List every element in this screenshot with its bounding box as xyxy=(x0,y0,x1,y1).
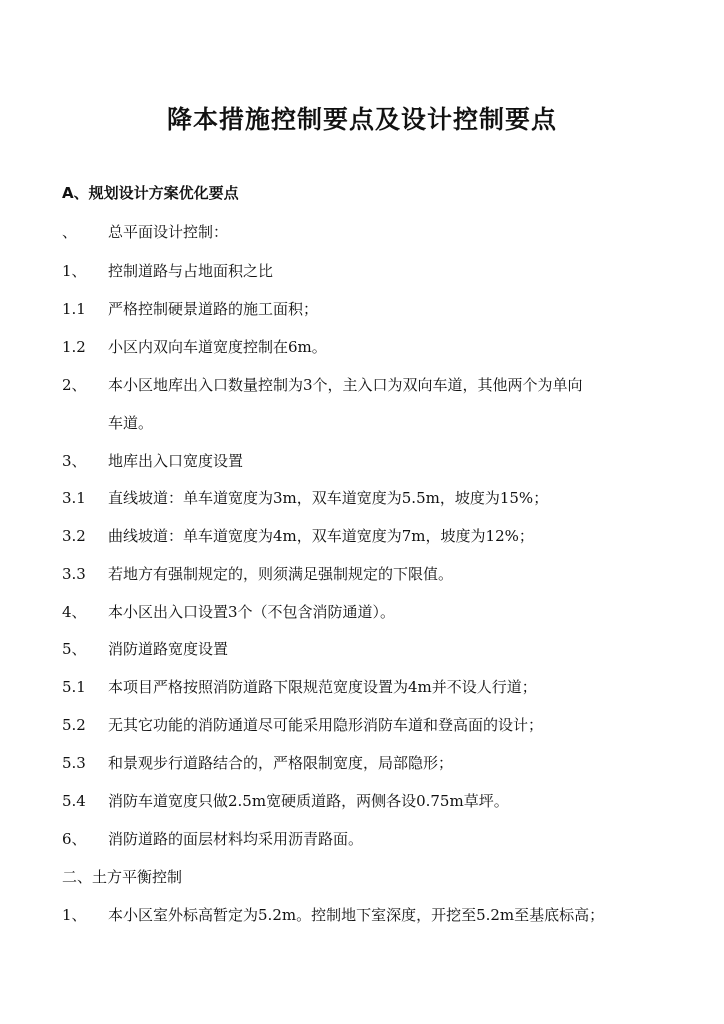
section-heading-2: 二、土方平衡控制 xyxy=(62,868,183,886)
item-text: 总平面设计控制： xyxy=(108,223,229,241)
item-text: 消防道路宽度设置 xyxy=(108,640,229,658)
item-number: 3.1 xyxy=(62,489,86,507)
list-item xyxy=(62,677,537,697)
page-title: 降本措施控制要点及设计控制要点 xyxy=(166,105,557,134)
item-text: 本小区出入口设置3个（不包含消防通道）。 xyxy=(108,603,396,621)
item-number: 3.2 xyxy=(62,527,86,545)
list-item xyxy=(62,564,453,584)
list-item xyxy=(62,791,509,811)
item-number: 4、 xyxy=(62,603,87,621)
item-text: 地库出入口宽度设置 xyxy=(108,452,244,470)
item-text: 本项目严格按照消防道路下限规范宽度设置为4m并不设人行道； xyxy=(108,678,537,696)
item-text: 消防道路的面层材料均采用沥青路面。 xyxy=(108,830,364,848)
item-number: 3、 xyxy=(62,452,87,470)
item-number: 1.1 xyxy=(62,300,86,318)
item-number: 、 xyxy=(62,223,78,241)
list-item xyxy=(62,488,548,508)
item-text: 若地方有强制规定的，则须满足强制规定的下限值。 xyxy=(108,565,454,583)
list-item xyxy=(62,753,453,773)
item-number: 1.2 xyxy=(62,338,86,356)
list-item xyxy=(62,299,318,319)
item-number: 3.3 xyxy=(62,565,86,583)
item-number: 5.4 xyxy=(62,792,86,810)
item-number: 5.2 xyxy=(62,716,86,734)
item-number: 6、 xyxy=(62,830,87,848)
list-item xyxy=(62,639,228,659)
item-text: 消防车道宽度只做2.5m宽硬质道路，两侧各设0.75m草坪。 xyxy=(108,792,509,810)
section-heading-a: A、规划设计方案优化要点 xyxy=(62,184,239,202)
item-number: 2、 xyxy=(62,376,87,394)
list-item xyxy=(62,715,543,735)
item-number: 1、 xyxy=(62,906,87,924)
item-text: 曲线坡道：单车道宽度为4m，双车道宽度为7m，坡度为12%； xyxy=(108,527,534,545)
list-item xyxy=(62,451,243,471)
list-item xyxy=(62,602,395,622)
item-number: 1、 xyxy=(62,262,87,280)
item-number: 5.1 xyxy=(62,678,86,696)
list-item xyxy=(62,222,228,242)
item-text: 小区内双向车道宽度控制在6m。 xyxy=(108,338,327,356)
item-text: 和景观步行道路结合的，严格限制宽度，局部隐形； xyxy=(108,754,454,772)
item-text: 无其它功能的消防通道尽可能采用隐形消防车道和登高面的设计； xyxy=(108,716,544,734)
item-text: 控制道路与占地面积之比 xyxy=(108,262,274,280)
item-text: 本小区地库出入口数量控制为3个，主入口为双向车道，其他两个为单向 xyxy=(108,376,583,394)
item-text-continuation: 车道。 xyxy=(108,414,154,432)
item-text: 直线坡道：单车道宽度为3m，双车道宽度为5.5m，坡度为15%； xyxy=(108,489,549,507)
list-item xyxy=(62,375,583,395)
list-item xyxy=(62,905,604,925)
list-item xyxy=(62,337,327,357)
list-item xyxy=(62,829,363,849)
item-text: 严格控制硬景道路的施工面积； xyxy=(108,300,319,318)
item-number: 5.3 xyxy=(62,754,86,772)
item-text: 本小区室外标高暂定为5.2m。控制地下室深度，开挖至5.2m至基底标高； xyxy=(108,906,605,924)
list-item xyxy=(62,261,273,281)
list-item xyxy=(62,526,534,546)
item-number: 5、 xyxy=(62,640,87,658)
